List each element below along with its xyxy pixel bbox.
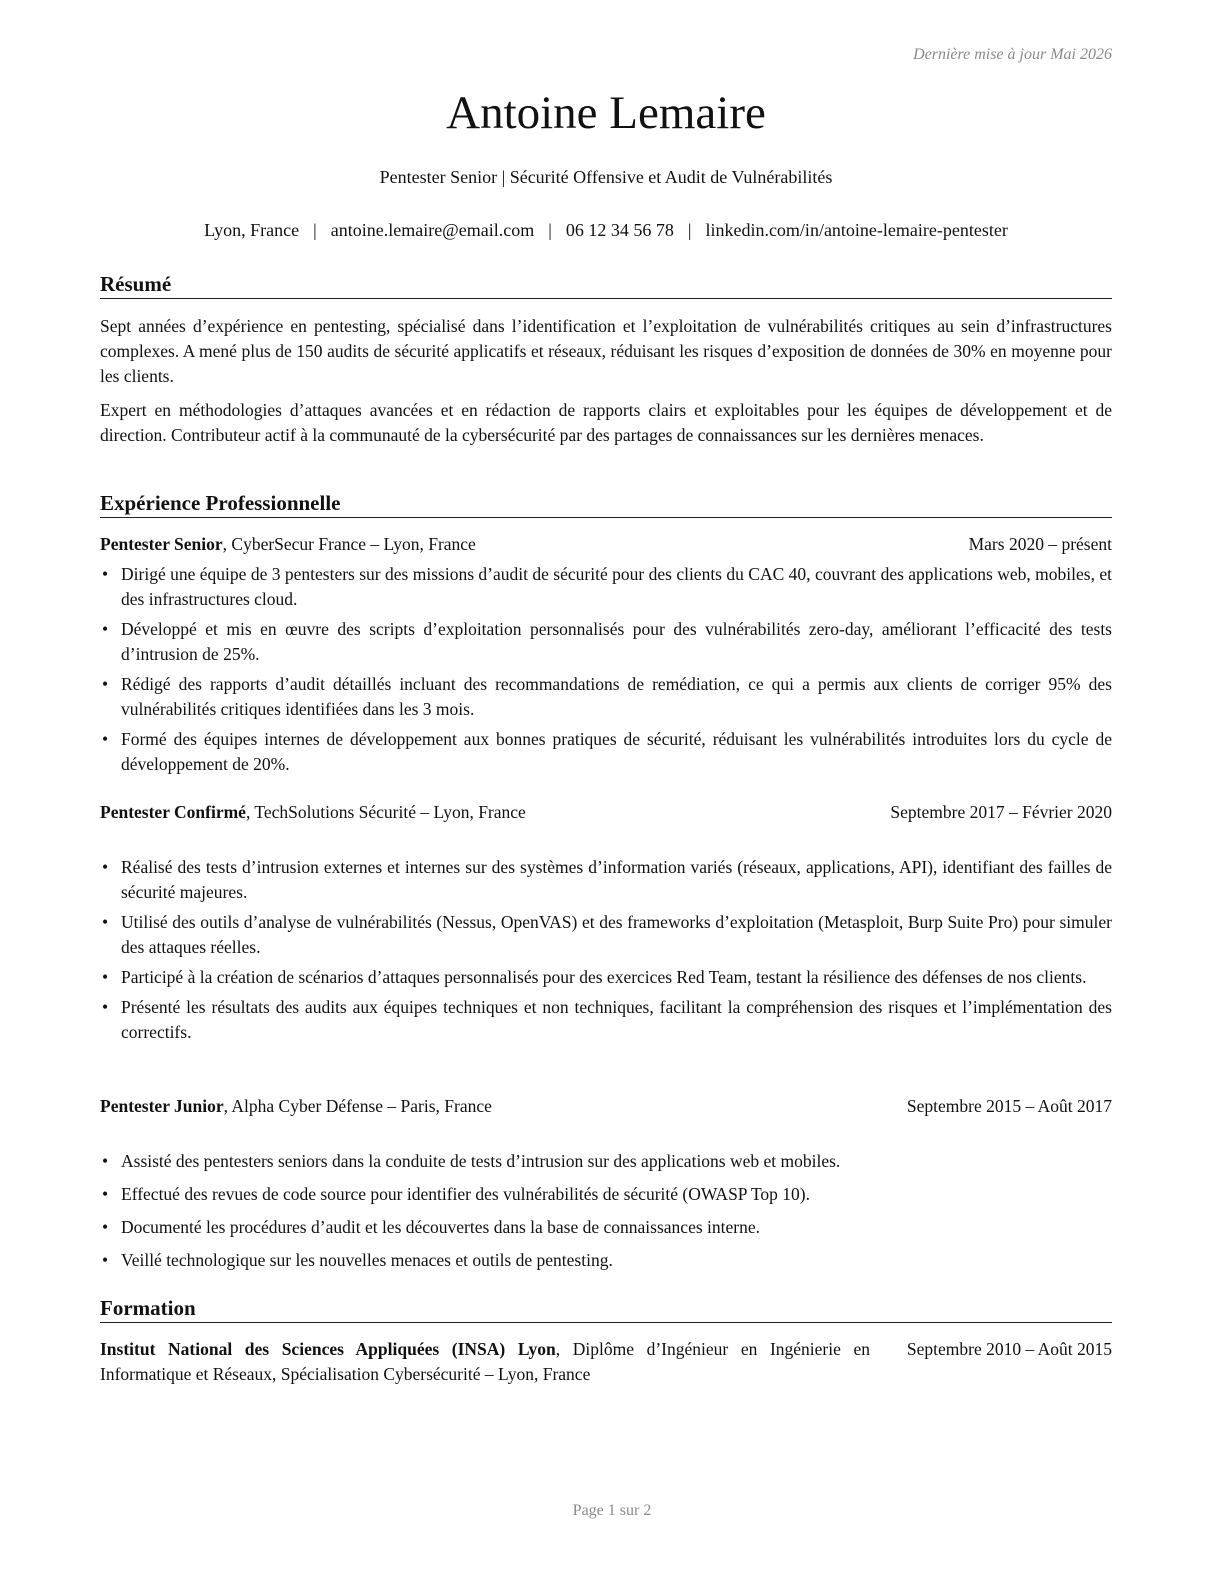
list-item: • Utilisé des outils d’analyse de vulnérabilités (Nessus, OpenVAS) et des frameworks d’exploitation (Metasploit, Burp Suite Pro) pour simuler des attaques réelles.	[100, 910, 1112, 960]
section-title-education: Formation	[100, 1295, 1112, 1323]
job-role: Pentester Senior	[100, 534, 223, 554]
education-entry	[100, 1337, 1112, 1387]
contact-line	[100, 220, 1112, 241]
summary-paragraph: Sept années d’expérience en pentesting, spécialisé dans l’identification et l’exploitation de vulnérabilités critiques au sein d’infrastructures complexes. A mené plus de 150 audits de sécurité applicatifs et réseaux, réduisant les risques d’exposition de données de 30% en moyenne pour les clients.	[100, 316, 1112, 386]
list-item: • Veillé technologique sur les nouvelles menaces et outils de pentesting.	[100, 1248, 1112, 1273]
list-item: • Participé à la création de scénarios d’attaques personnalisés pour des exercices Red Team, testant la résilience des défenses de nos clients.	[100, 965, 1112, 990]
list-item: • Rédigé des rapports d’audit détaillés incluant des recommandations de remédiation, ce qui a permis aux clients de corriger 95% des vulnérabilités critiques identifiées dans les 3 mois.	[100, 672, 1112, 722]
contact-email[interactable]: antoine.lemaire@email.com	[330, 220, 535, 240]
candidate-name: Antoine Lemaire	[446, 87, 766, 139]
job-company: , Alpha Cyber Défense – Paris, France	[223, 1096, 492, 1116]
list-item: • Documenté les procédures d’audit et les découvertes dans la base de connaissances interne.	[100, 1215, 1112, 1240]
contact-separator: |	[313, 220, 317, 240]
job-header	[100, 532, 1112, 557]
list-item: • Réalisé des tests d’intrusion externes et internes sur des systèmes d’information variés (réseaux, applications, API), identifiant des failles de sécurité majeures.	[100, 855, 1112, 905]
education-details: , Diplôme d’Ingénieur en Ingénierie en Informatique et Réseaux, Spécialisation Cybersécurité – Lyon, France	[100, 1339, 870, 1384]
job-bullets	[100, 855, 1112, 1045]
contact-linkedin[interactable]: linkedin.com/in/antoine-lemaire-pentester	[705, 220, 1008, 240]
list-item: • Effectué des revues de code source pour identifier des vulnérabilités de sécurité (OWASP Top 10).	[100, 1182, 1112, 1207]
job-bullets	[100, 1149, 1112, 1273]
page-number: Page 1 sur 2	[572, 1502, 652, 1519]
list-item: • Assisté des pentesters seniors dans la conduite de tests d’intrusion sur des applications web et mobiles.	[100, 1149, 1112, 1174]
education-school: Institut National des Sciences Appliquées (INSA) Lyon	[100, 1339, 556, 1359]
job-dates: Septembre 2015 – Août 2017	[906, 1096, 1112, 1116]
summary-paragraph: Expert en méthodologies d’attaques avancées et en rédaction de rapports clairs et exploitables pour les équipes de développement et de direction. Contributeur actif à la communauté de la cybersécurité par des partages de connaissances sur les dernières menaces.	[100, 400, 1112, 445]
contact-location: Lyon, France	[204, 220, 300, 240]
last-updated: Dernière mise à jour Mai 2026	[913, 46, 1112, 63]
list-item: • Dirigé une équipe de 3 pentesters sur des missions d’audit de sécurité pour des clients du CAC 40, couvrant des applications web, mobiles, et des infrastructures cloud.	[100, 562, 1112, 612]
list-item: • Formé des équipes internes de développement aux bonnes pratiques de sécurité, réduisant les vulnérabilités introduites lors du cycle de développement de 20%.	[100, 727, 1112, 777]
education-dates: Septembre 2010 – Août 2015	[906, 1339, 1112, 1359]
job-header	[100, 800, 1112, 850]
section-title-experience: Expérience Professionnelle	[100, 490, 1112, 518]
section-title-summary: Résumé	[100, 271, 1112, 299]
job-company: , TechSolutions Sécurité – Lyon, France	[245, 802, 526, 822]
job-bullets	[100, 562, 1112, 777]
candidate-title: Pentester Senior | Sécurité Offensive et Audit de Vulnérabilités	[379, 167, 833, 187]
job-role: Pentester Junior	[100, 1096, 224, 1116]
job-company: , CyberSecur France – Lyon, France	[222, 534, 476, 554]
job-header	[100, 1094, 1112, 1144]
job-dates: Septembre 2017 – Février 2020	[890, 802, 1112, 822]
contact-phone: 06 12 34 56 78	[565, 220, 674, 240]
job-role: Pentester Confirmé	[100, 802, 246, 822]
job-dates: Mars 2020 – présent	[968, 534, 1112, 554]
contact-separator: |	[687, 220, 692, 240]
list-item: • Présenté les résultats des audits aux équipes techniques et non techniques, facilitant la compréhension des risques et l’implémentation des correctifs.	[100, 995, 1112, 1045]
contact-separator: |	[548, 220, 552, 240]
list-item: • Développé et mis en œuvre des scripts d’exploitation personnalisés pour des vulnérabilités zero-day, améliorant l’efficacité des tests d’intrusion de 25%.	[100, 617, 1112, 667]
